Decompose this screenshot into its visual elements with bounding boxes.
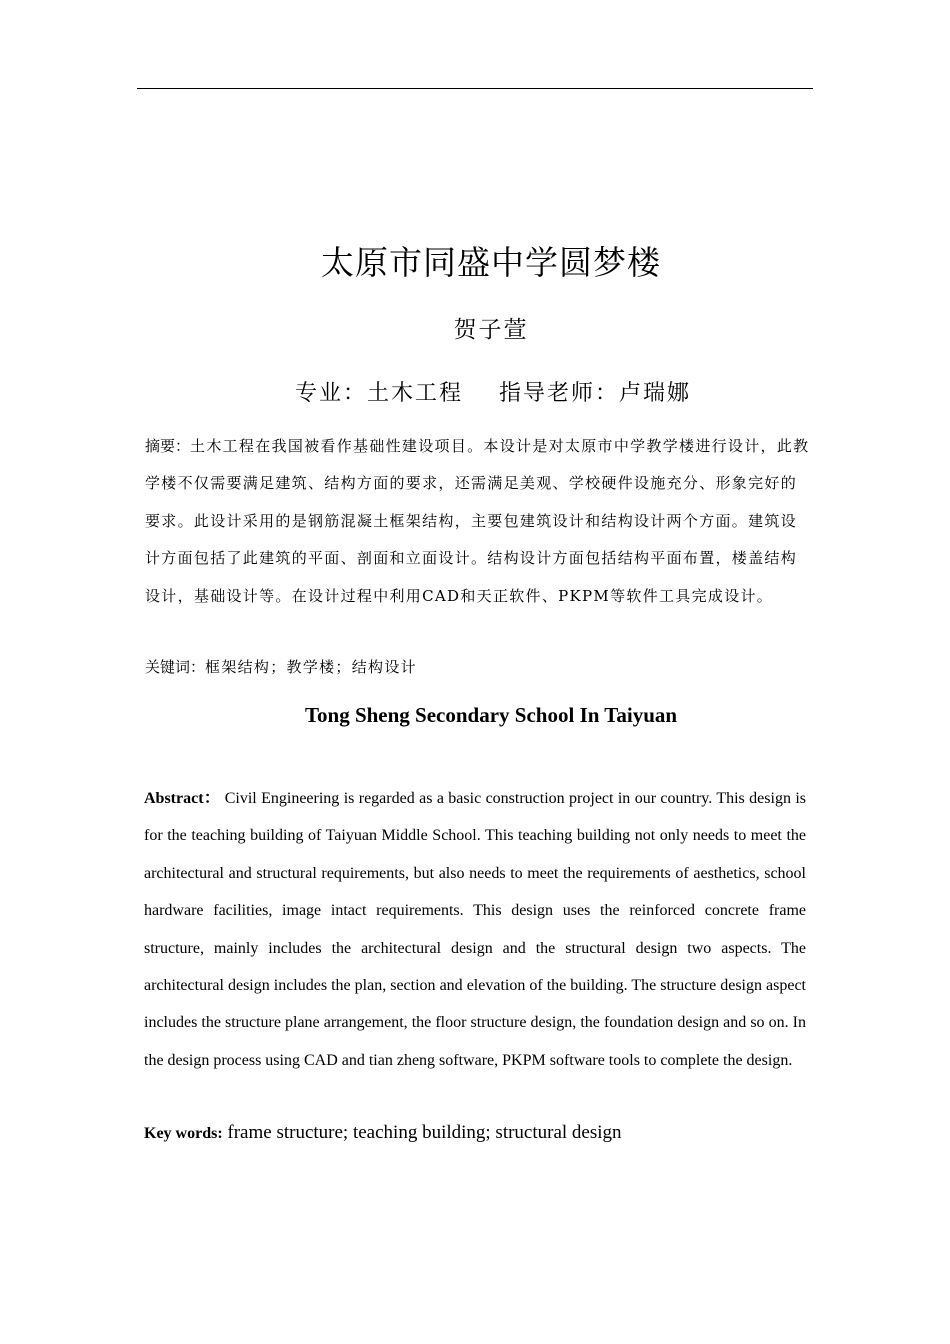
keywords-en-text: frame structure; teaching building; structural design [227,1122,622,1143]
keywords-cn-text: 框架结构；教学楼；结构设计 [205,658,417,676]
abstract-cn-text: 土木工程在我国被看作基础性建设项目。本设计是对太原市中学教学楼进行设计，此教学楼不仅需要满足建筑、结构方面的要求，还需满足美观、学校硬件设施充分、形象完好的要求。此设计采用的是钢筋混凝土框架结构，主要包建筑设计和结构设计两个方面。建筑设计方面包括了此建筑的平面、剖面和立面设计。结构设计方面包括结构平面布置，楼盖结构设计，基础设计等。在设计过程中利用CAD和天正软件、PKPM等软件工具完成设计。 [145,437,810,605]
keywords-en-label: Key words: [144,1125,223,1142]
document-title-en: Tong Sheng Secondary School In Taiyuan [304,703,678,727]
major-advisor-line [0,378,950,410]
header-rule [137,88,813,89]
keywords-en [144,1118,806,1149]
author-name-cn: 贺子萱 [453,317,529,343]
abstract-en [144,780,806,1079]
abstract-en-text: Civil Engineering is regarded as a basic construction project in our country. This design is for the teaching building of Taiyuan Middle School. This teaching building not only needs to meet the architectural and structural requirements, but also needs to meet the requirements of aesthetics, school hardware facilities, image intact requirements. This design uses the reinforced concrete frame structure, mainly includes the architectural design and the structural design two aspects. The architectural design includes the plan, section and elevation of the building. The structure design aspect includes the structure plane arrangement, the floor structure design, the foundation design and so on. In the design process using CAD and tian zheng software, PKPM software tools to complete the design. [144,790,807,1069]
keywords-cn [145,653,810,681]
abstract-en-label: Abstract： [144,790,221,807]
keywords-cn-label: 关键词： [145,658,206,676]
advisor-label: 指导老师：卢瑞娜 [498,381,691,406]
major-label: 专业：土木工程 [294,381,463,406]
abstract-cn [145,428,810,615]
abstract-cn-label: 摘要： [145,437,191,455]
document-title-cn: 太原市同盛中学圆梦楼 [321,243,661,282]
